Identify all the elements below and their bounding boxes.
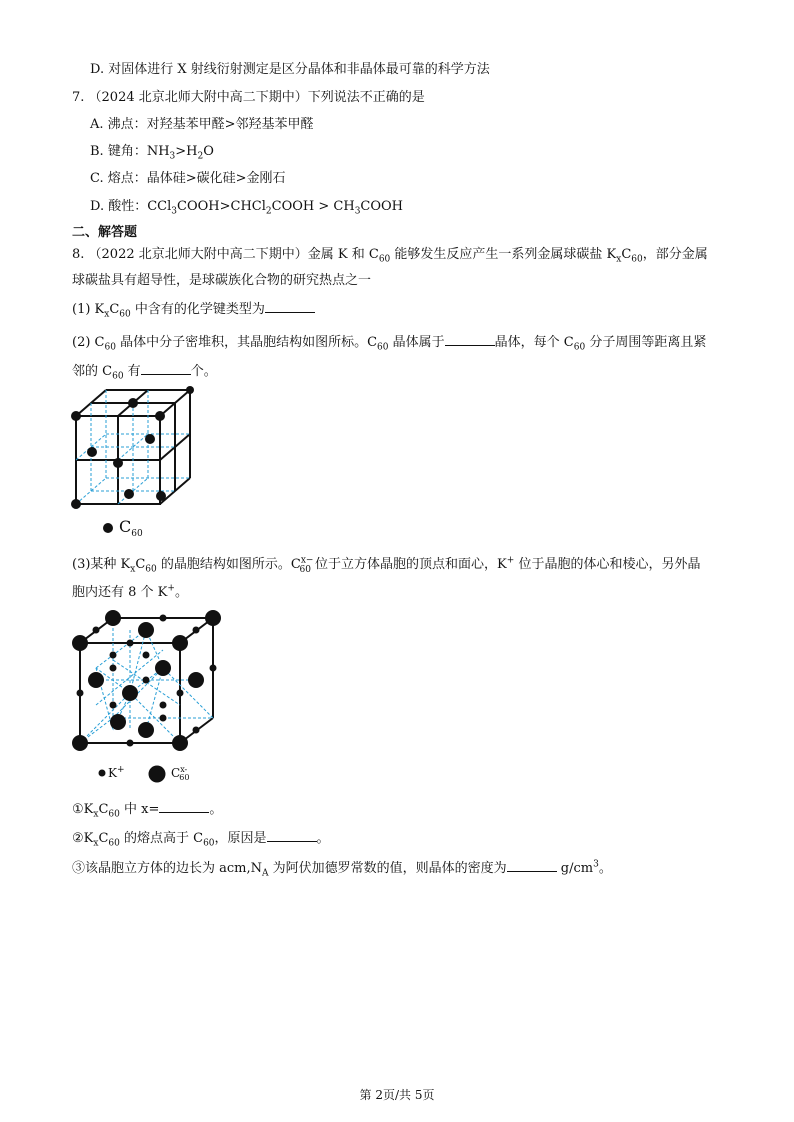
k-cation [193,627,200,634]
k-cation [93,627,100,634]
k-cation [160,702,167,709]
q6-option-d: D. 对固体进行 X 射线衍射测定是区分晶体和非晶体最可靠的科学方法 [90,62,490,77]
q7-option-d: D. 酸性：CCl$_3$COOH>CHCl$_2$COOH > $CH_3COOH$ [90,199,404,217]
fig1-legend-label: $C_{60}$ [119,517,143,540]
c60-anion [138,622,154,638]
k-cation [110,702,117,709]
c60-anion [138,722,154,738]
k-cation [143,652,150,659]
k-cation [160,615,167,622]
k-cation [177,690,184,697]
c60-molecule [87,447,97,457]
c60-anion [172,635,188,651]
c60-molecule [124,489,134,499]
c60-legend-dot-large [148,765,166,783]
page-footer: 第 2页/共 5页 [359,1088,435,1102]
c60-molecule [156,491,166,501]
c60-legend-dot [102,522,114,534]
c60-molecule [186,386,194,394]
k-legend-dot [98,769,106,777]
q8-part2-line2: 邻的 $C_{60}$ 有 个。 [72,364,217,382]
q8-part3-line1: (3)某种 $K_xC_{60}$ 的晶胞结构如图所示。$C^{x-}_{60}$ 位于立方体晶胞的顶点和面心，K+ 位于晶胞的体心和棱心，另外晶 [72,555,701,575]
q8-part2-line1: (2) $C_{60}$ 晶体中分子密堆积，其晶胞结构如图所标。$C_{60}$ 晶体属于 晶体，每个 $C_{60}$ 分子周围等距离且紧 [72,335,707,353]
answer-blank[interactable] [445,333,495,346]
q8-sub3: ③该晶胞立方体的边长为 $acm,N_A$ 为阿伏加德罗常数的值，则晶体的密度为 $g/cm^3$。 [72,859,612,879]
c60-anion [172,735,188,751]
k-cation [77,690,84,697]
c60-anion [72,635,88,651]
q8-stem-line2: 球碳盐具有超导性，是球碳族化合物的研究热点之一 [72,273,372,288]
kxc60-unit-cell-figure [70,610,230,755]
q8-sub2: $②K_xC_{60}$ 的熔点高于 $C_{60}$，原因是 。 [72,831,330,849]
k-cation [160,715,167,722]
k-cation [110,652,117,659]
c60-anion [188,672,204,688]
q8-part3-line2: 胞内还有 8 个 K+。 [72,583,188,600]
k-cation [143,677,150,684]
fig2-legend-c60: $C^{x-}_{60}$ [171,765,190,783]
k-cation [127,740,134,747]
q8-sub1: $①K_xC_{60}$ 中 x= 。 [72,802,223,820]
c60-anion [72,735,88,751]
c60-unit-cell-figure [70,386,200,511]
k-cation [110,665,117,672]
answer-blank[interactable] [159,800,209,813]
q7-option-a: A. 沸点：对羟基苯甲醛>邻羟基苯甲醛 [90,117,314,132]
q7-option-b: B. 键角：$NH_3>H_2O$ [90,144,214,162]
q8-part1: (1) $K_xC_{60}$ 中含有的化学键类型为 [72,300,315,319]
c60-anion [88,672,104,688]
section-heading: 二、解答题 [72,225,138,240]
c60-anion [155,660,171,676]
answer-blank[interactable] [267,829,317,842]
q7-stem: 7. （2024 北京北师大附中高二下期中）下列说法不正确的是 [72,90,425,105]
c60-molecule [145,434,155,444]
c60-anion [105,610,121,626]
k-cation [127,640,134,647]
answer-blank[interactable] [265,300,315,313]
c60-molecule [155,411,165,421]
q7-option-c: C. 熔点：晶体硅>碳化硅>金刚石 [90,171,286,186]
answer-blank[interactable] [507,859,557,872]
c60-molecule [71,499,81,509]
c60-molecule [113,458,123,468]
k-cation [210,665,217,672]
c60-molecule [128,398,138,408]
c60-anion [205,610,221,626]
c60-anion [122,685,138,701]
k-cation [193,727,200,734]
q8-stem-line1: 8. （2022 北京北师大附中高二下期中）金属 K 和 $C_{60}$ 能够发生反应产生一系列金属球碳盐 $K_xC_{60}$，部分金属 [72,247,708,265]
c60-anion [110,714,126,730]
fig2-legend-k: K+ [108,765,125,780]
c60-molecule [71,411,81,421]
answer-blank[interactable] [141,362,191,375]
